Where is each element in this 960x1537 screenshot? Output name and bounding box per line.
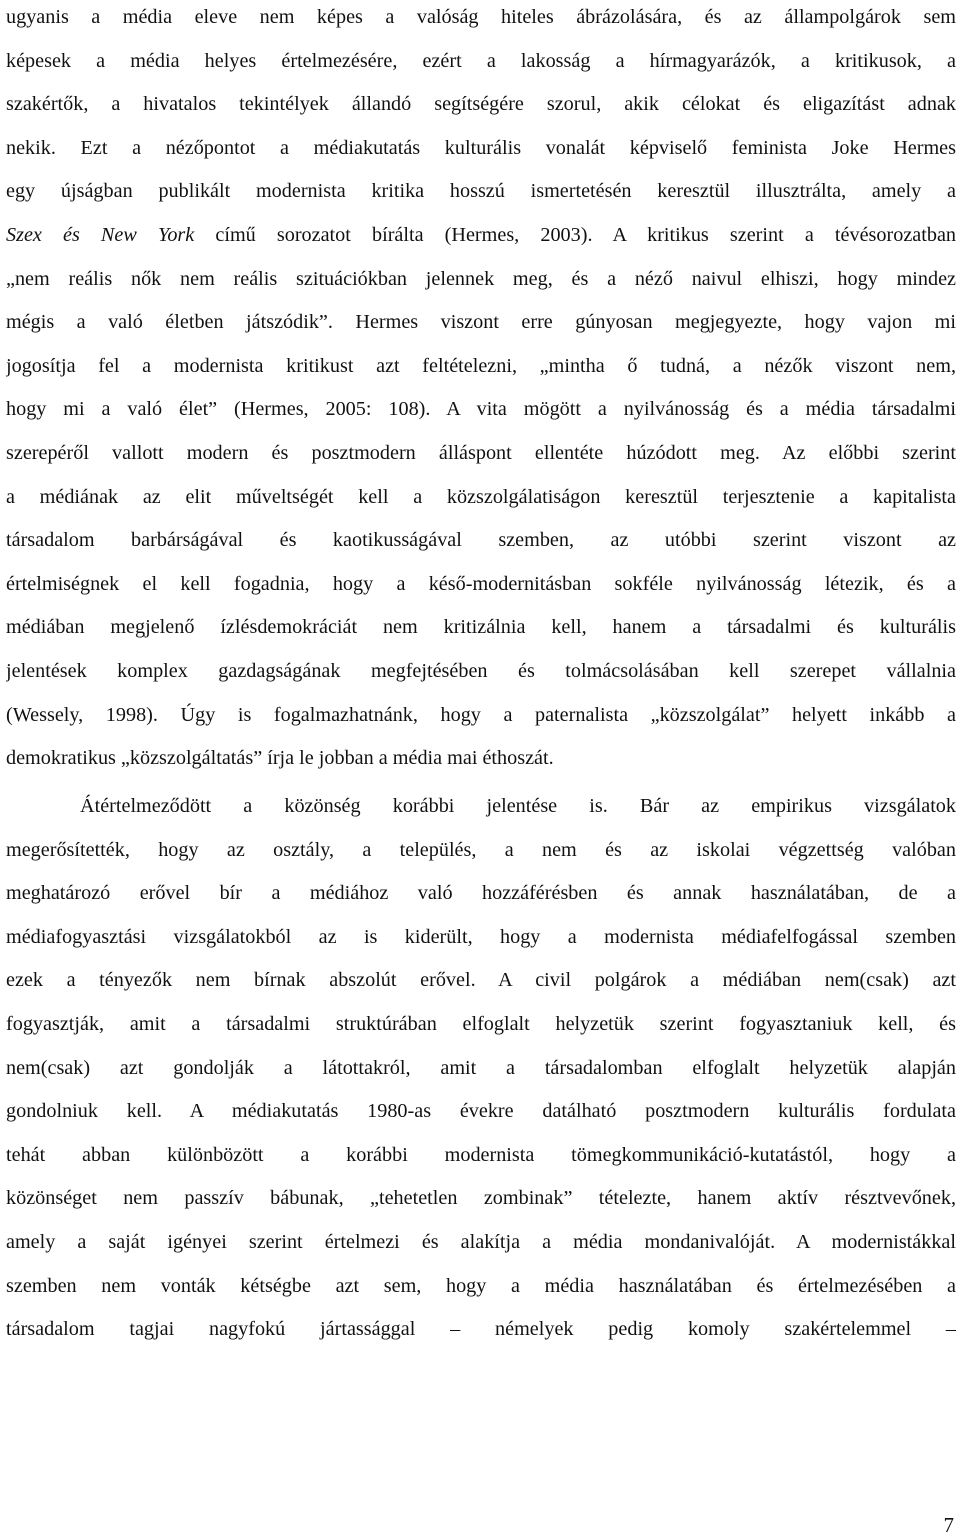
text-line: nem(csak) azt gondolják a látottakról, amit a társadalomban elfoglalt helyzetük alapján bbox=[6, 1056, 956, 1079]
text-line: értelmiségnek el kell fogadnia, hogy a késő-modernitásban sokféle nyilvánosság létezik, és a bbox=[6, 572, 956, 595]
text-line: nekik. Ezt a nézőpontot a médiakutatás kulturális vonalát képviselő feminista Joke Hermes bbox=[6, 136, 956, 159]
text-line: meghatározó erővel bír a médiához való hozzáférésben és annak használatában, de a bbox=[6, 882, 956, 905]
text-line: (Wessely, 1998). Úgy is fogalmazhatnánk, hogy a paternalista „közszolgálat” helyett inkább a bbox=[6, 703, 956, 726]
text-line: szerepéről vallott modern és posztmodern álláspont ellentéte húzódott meg. Az előbbi szerint bbox=[6, 441, 956, 464]
text-line: képesek a média helyes értelmezésére, ezért a lakosság a hírmagyarázók, a kritikusok, a bbox=[6, 49, 956, 72]
text-line: tehát abban különbözött a korábbi modernista tömegkommunikáció-kutatástól, hogy a bbox=[6, 1143, 956, 1166]
text-line: ezek a tényezők nem bírnak abszolút erővel. A civil polgárok a médiában nem(csak) azt bbox=[6, 969, 956, 992]
text-line: fogyasztják, amit a társadalmi struktúrában elfoglalt helyzetük szerint fogyasztaniuk kell, és bbox=[6, 1012, 956, 1035]
text-line: mégis a való életben játszódik”. Hermes viszont erre gúnyosan megjegyezte, hogy vajon mi bbox=[6, 311, 956, 334]
page-number: 7 bbox=[943, 1513, 954, 1537]
text-line: médiában megjelenő ízlésdemokráciát nem kritizálnia kell, hanem a társadalmi és kulturális bbox=[6, 616, 956, 639]
text-line: hogy mi a való élet” (Hermes, 2005: 108). A vita mögött a nyilvánosság és a média társadalmi bbox=[6, 398, 956, 421]
text-line: társadalom tagjai nagyfokú jártassággal – némelyek pedig komoly szakértelemmel – bbox=[6, 1318, 956, 1341]
text-line: gondolniuk kell. A médiakutatás 1980-as évekre datálható posztmodern kulturális fordulata bbox=[6, 1100, 956, 1123]
text-line: médiafogyasztási vizsgálatokból az is kiderült, hogy a modernista médiafelfogással szemben bbox=[6, 925, 956, 948]
text-line bbox=[6, 214, 956, 258]
text-line: Átértelmeződött a közönség korábbi jelentése is. Bár az empirikus vizsgálatok bbox=[80, 795, 956, 817]
text-line: szemben nem vonták kétségbe azt sem, hogy a média használatában és értelmezésében a bbox=[6, 1274, 956, 1297]
text-line: jogosítja fel a modernista kritikust azt feltételezni, „mintha ő tudná, a nézők viszont nem, bbox=[6, 354, 956, 377]
text-line-rest: című sorozatot bírálta (Hermes, 2003). A kritikus szerint a tévésorozatban bbox=[194, 223, 956, 246]
text-line: „nem reális nők nem reális szituációkban jelennek meg, és a néző naivul elhiszi, hogy mindez bbox=[6, 267, 956, 290]
paragraph-2 bbox=[6, 785, 956, 1352]
text-line: a médiának az elit műveltségét kell a közszolgálatiságon keresztül terjesztenie a kapitalista bbox=[6, 485, 956, 508]
text-line: demokratikus „közszolgáltatás” írja le jobban a média mai éthoszát. bbox=[6, 747, 554, 770]
text-line: társadalom barbárságával és kaotikusságával szemben, az utóbbi szerint viszont az bbox=[6, 529, 956, 552]
text-line: szakértők, a hivatalos tekintélyek állandó segítségére szorul, akik célokat és eligazítást adnak bbox=[6, 93, 956, 116]
text-line: közönséget nem passzív bábunak, „tehetetlen zombinak” tételezte, hanem aktív résztvevőnek, bbox=[6, 1187, 956, 1210]
text-line: megerősítették, hogy az osztály, a település, a nem és az iskolai végzettség valóban bbox=[6, 838, 956, 861]
text-line: amely a saját igényei szerint értelmezi és alakítja a média mondanivalóját. A modernistákkal bbox=[6, 1230, 956, 1253]
series-title-italic: Szex és New York bbox=[6, 223, 195, 246]
paragraph-1 bbox=[6, 0, 956, 781]
text-line: egy újságban publikált modernista kritika hosszú ismertetésén keresztül illusztrálta, amely a bbox=[6, 180, 956, 203]
text-line: ugyanis a média eleve nem képes a valóság hiteles ábrázolására, és az állampolgárok sem bbox=[6, 6, 956, 28]
text-line: jelentések komplex gazdagságának megfejtésében és tolmácsolásában kell szerepet vállalnia bbox=[6, 659, 956, 682]
